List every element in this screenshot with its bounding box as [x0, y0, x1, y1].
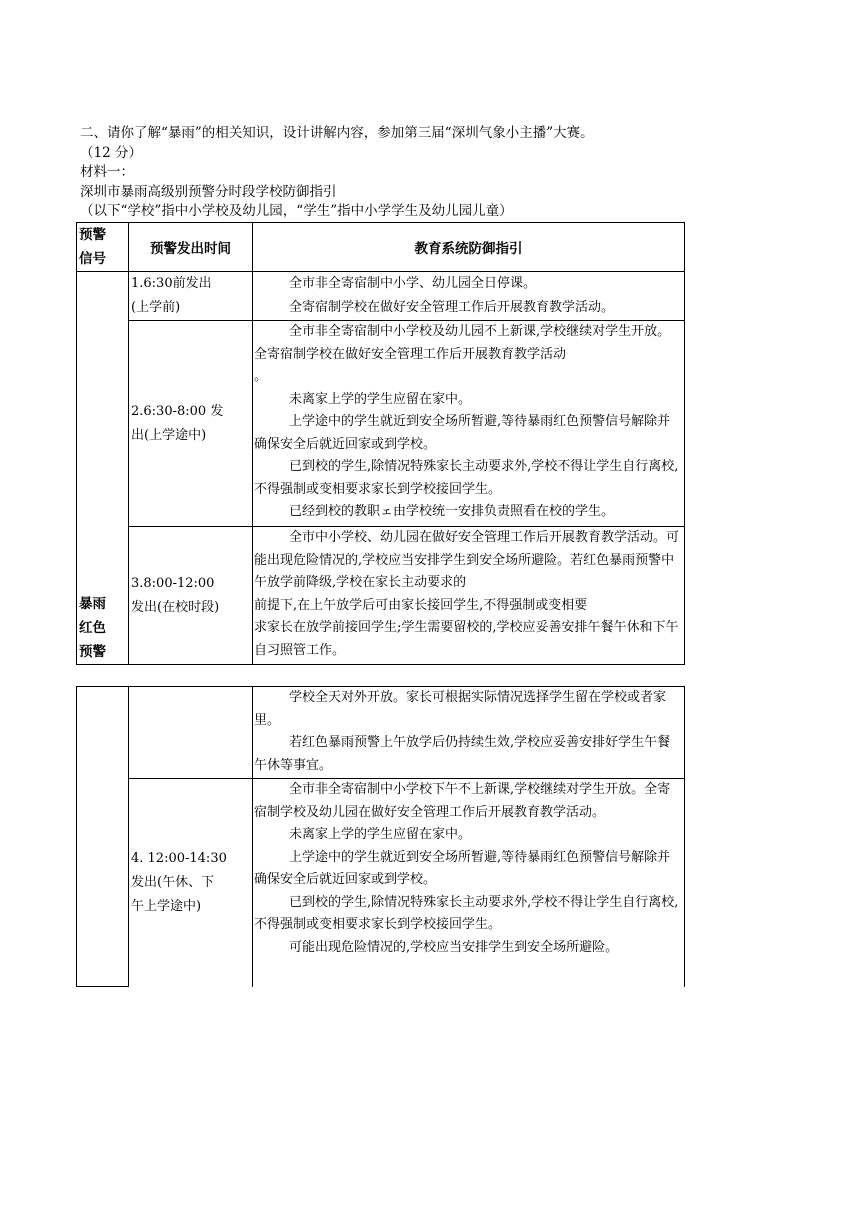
guide-paragraph: 全市非全寄宿制中小学校及幼儿园不上新课,学校继续对学生开放。全寄宿制学校在做好安全管理工作后开展教育教学活动: [254, 324, 671, 362]
guide-paragraph: 若红色暴雨预警上午放学后仍持续生效,学校应妥善安排好学生午餐午休等事宜。: [254, 735, 671, 773]
time-cell: [129, 272, 253, 321]
guide-paragraph: 未离家上学的学生应留在家中。: [289, 827, 472, 842]
header-signal: [77, 223, 129, 272]
table-header-row: [77, 223, 685, 272]
table-row: [77, 321, 685, 527]
time-line: 出(上学途中): [131, 427, 207, 443]
time-cell: [129, 527, 253, 665]
time-line: 发出(在校时段): [131, 599, 220, 615]
time-cell: [129, 687, 253, 779]
question-score: （12 分）: [80, 144, 142, 161]
guide-paragraph: 全市中小学校、幼儿园在做好安全管理工作后开展教育教学活动。可能出现危险情况的,学校应当安排学生到安全场所避险。若红色暴雨预警中午放学前降级,学校在家长主动要求的: [254, 530, 680, 590]
guide-paragraph: 已到校的学生,除情况特殊家长主动要求外,学校不得让学生自行离校,不得强制或变相要求家长到学校接回学生。: [254, 459, 679, 497]
guideline-table-part1: [76, 222, 685, 665]
guide-paragraph: 可能出现危险情况的,学校应当安排学生到安全场所避险。: [289, 939, 619, 955]
table-row: [77, 687, 685, 779]
guide-cell: [253, 779, 685, 987]
guide-paragraph: 全市非全寄宿制中小学校下午不上新课,学校继续对学生开放。全寄宿制学校及幼儿园在做好安全管理工作后开展教育教学活动。: [254, 782, 671, 820]
table-note: （以下“学校”指中小学校及幼儿园，“学生”指中小学学生及幼儿园儿童）: [80, 203, 513, 219]
header-signal-line-2: 信号: [79, 251, 106, 267]
time-line: 4. 12:00-14:30: [131, 850, 227, 866]
guide-paragraph: 。: [254, 369, 268, 384]
question-title: 二、请你了解“暴雨”的相关知识，设计讲解内容，参加第三届“深圳气象小主播”大赛。: [80, 125, 594, 141]
guide-cell: [253, 527, 685, 665]
header-time: 预警发出时间: [129, 223, 253, 272]
time-line: 3.8:00-12:00: [131, 575, 215, 591]
guide-paragraph: 前提下,在上午放学后可由家长接回学生,不得强制或变相要: [254, 597, 588, 613]
signal-line-1: 暴雨: [79, 596, 106, 612]
guide-paragraph: 已经到校的教职ェ由学校统一安排负责照看在校的学生。: [289, 504, 615, 519]
time-line: (上学前): [131, 300, 181, 315]
guide-paragraph: 求家长在放学前接回学生;学生需要留校的,学校应妥善安排午餐午休和下午自习照管工作。: [254, 620, 679, 658]
time-line: 发出(午休、下: [131, 874, 215, 890]
guide-paragraph: 未离家上学的学生应留在家中。: [289, 391, 472, 407]
time-line: 午上学途中): [131, 898, 202, 914]
signal-cell-continued: [77, 687, 129, 987]
time-line: 1.6:30前发出: [131, 276, 212, 291]
guide-paragraph: 学校全天对外开放。家长可根据实际情况选择学生留在学校或者家里。: [254, 690, 667, 728]
guide-cell: [253, 687, 685, 779]
intro-text: [80, 124, 780, 222]
guide-cell: [253, 321, 685, 527]
table-row: [77, 272, 685, 321]
guide-paragraph: 上学途中的学生就近到安全场所暂避,等待暴雨红色预警信号解除并确保安全后就近回家或到学校。: [254, 849, 671, 887]
guide-cell: [253, 272, 685, 321]
table-row: [77, 779, 685, 987]
guideline-table-part2: [76, 686, 685, 987]
guide-paragraph: 已到校的学生,除情况特殊家长主动要求外,学校不得让学生自行离校,不得强制或变相要求家长到学校接回学生。: [254, 894, 679, 932]
time-cell: [129, 779, 253, 987]
header-guide: 教育系统防御指引: [253, 223, 685, 272]
signal-line-3: 预警: [79, 644, 106, 660]
material-label: 材料一：: [80, 164, 134, 180]
guide-paragraph: 上学途中的学生就近到安全场所暂避,等待暴雨红色预警信号解除并确保安全后就近回家或到学校。: [254, 414, 671, 452]
table-title: 深圳市暴雨高级别预警分时段学校防御指引: [80, 183, 337, 200]
table-row: [77, 527, 685, 665]
guide-paragraph: 全市非全寄宿制中小学、幼儿园全日停课。: [289, 276, 537, 291]
time-cell: [129, 321, 253, 527]
signal-cell: [77, 272, 129, 665]
guide-paragraph: 全寄宿制学校在做好安全管理工作后开展教育教学活动。: [289, 300, 615, 315]
header-signal-line-1: 预警: [79, 227, 106, 243]
time-line: 2.6:30-8:00 发: [131, 403, 224, 419]
signal-line-2: 红色: [79, 620, 106, 636]
